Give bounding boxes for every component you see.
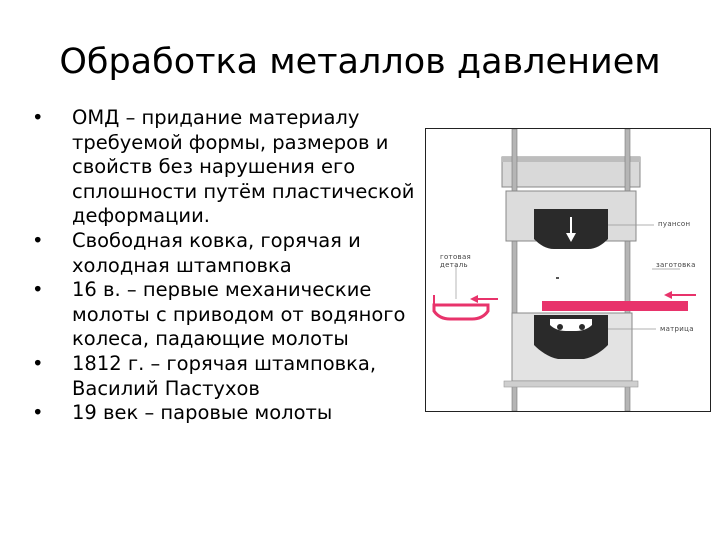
stamping-press-diagram [425,128,711,412]
bullet-marker: • [32,351,44,375]
label-finished-part: готовая деталь [440,253,472,269]
bullet-list [28,106,418,426]
bullet-text: 19 век – паровые молоты [72,401,333,425]
bullet-item [28,352,418,401]
bullet-text: 16 в. – первые механические молоты с приводом от водяного колеса, падающие молоты [72,278,406,351]
label-punch: пуансон [658,220,691,228]
press-base [504,381,638,387]
bullet-item [28,401,418,426]
bullet-marker: • [32,228,44,252]
bullet-marker: • [32,106,44,129]
bullet-item [28,229,418,278]
slide-title: Обработка металлов давлением [59,42,661,82]
press-illustration [426,129,710,411]
workpiece-bar [542,301,688,311]
label-workpiece: заготовка [656,261,696,269]
bullet-marker: • [32,401,44,425]
bullet-text: Свободная ковка, горячая и холодная штамповка [72,228,361,277]
bullet-item [28,278,418,352]
bullet-text: ОМД – придание материалу требуемой формы, размеров и свойств без нарушения его сплошности путём пластической деформации. [72,106,415,228]
bullet-item [28,106,418,229]
bullet-text: 1812 г. – горячая штамповка, Василий Пастухов [72,351,377,400]
bullet-marker: • [32,278,44,302]
label-die: матрица [660,325,694,333]
finished-part [434,305,488,319]
